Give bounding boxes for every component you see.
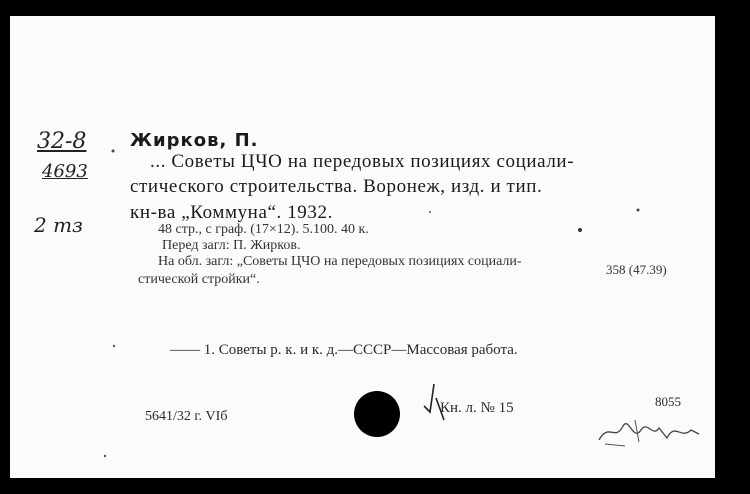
ink-specks bbox=[10, 16, 715, 478]
subject-tracing: —— 1. Советы р. к. и к. д.—СССР—Массовая работа. bbox=[170, 342, 518, 358]
shelfmark-bottom: 4693 bbox=[42, 161, 88, 182]
collation: 48 стр., с граф. (17×12). 5.100. 40 к. bbox=[158, 222, 369, 237]
order-number: 5641/32 г. VIб bbox=[145, 409, 228, 424]
title-line-2: стического строительства. Воронеж, изд. и тип. bbox=[130, 176, 543, 197]
entry-number: 8055 bbox=[655, 394, 681, 409]
note-before-title: Перед загл: П. Жирков. bbox=[162, 238, 301, 253]
author-heading: Жирков, П. bbox=[130, 130, 259, 151]
title-line-1: ... Советы ЦЧО на передовых позициях социали- bbox=[150, 151, 575, 172]
cover-title-line-1: На обл. загл: „Советы ЦЧО на передовых позициях социали- bbox=[158, 254, 522, 269]
title-line-3: кн-ва „Коммуна“. 1932. bbox=[130, 202, 333, 223]
shelfmark-note: 2 mз bbox=[34, 213, 83, 237]
shelfmark-top: 32-8 bbox=[37, 129, 87, 154]
price-code: 358 (47.39) bbox=[606, 262, 667, 277]
catalog-card bbox=[10, 16, 715, 478]
book-chronicle-number: Кн. л. № 15 bbox=[440, 400, 514, 416]
cover-title-line-2: стической стройки“. bbox=[138, 272, 260, 287]
